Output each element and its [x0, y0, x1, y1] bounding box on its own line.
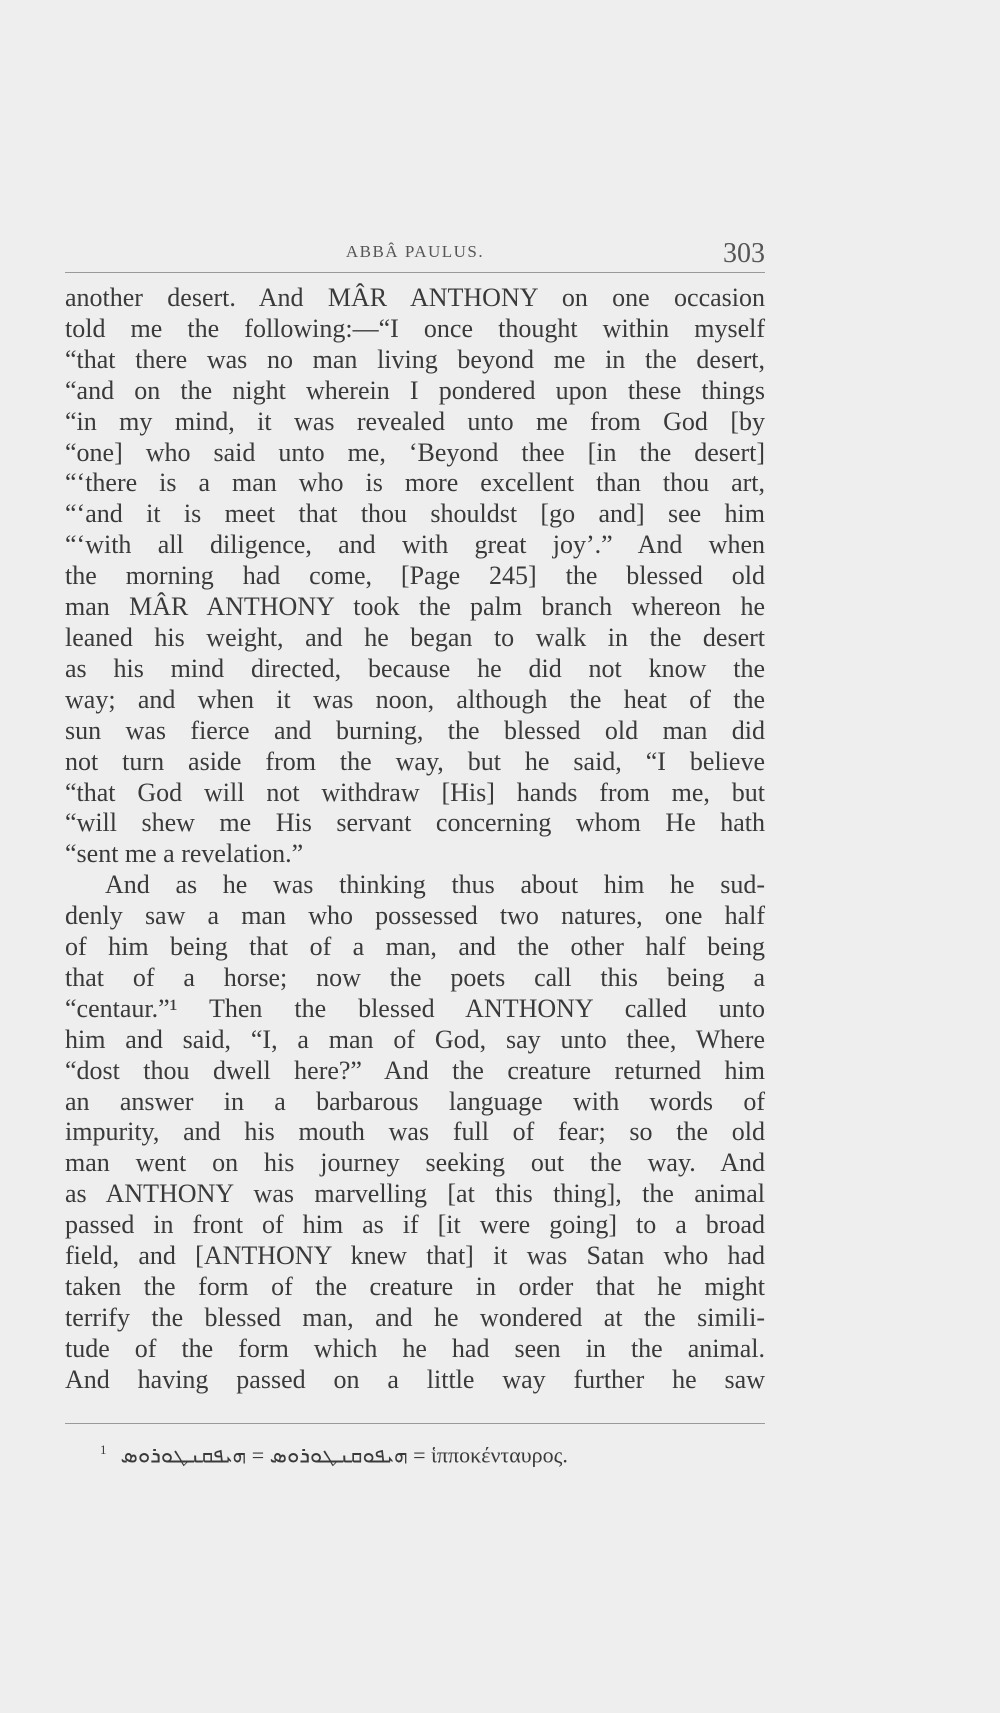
text-line: “dost thou dwell here?” And the creature returned him: [65, 1055, 765, 1085]
text-line: leaned his weight, and he began to walk in the desert: [65, 622, 765, 652]
text-line: as his mind directed, because he did not know the: [65, 653, 765, 683]
text-line: an answer in a barbarous language with words of: [65, 1086, 765, 1116]
text-line: that of a horse; now the poets call this being a: [65, 962, 765, 992]
header-rule: [65, 272, 765, 273]
footnote-marker: 1: [100, 1442, 107, 1457]
text-line: the morning had come, [Page 245] the blessed old: [65, 561, 765, 591]
text-line: And having passed on a little way further he saw: [65, 1364, 765, 1394]
text-line: “that there was no man living beyond me in the desert,: [65, 344, 765, 374]
running-head: [65, 238, 765, 272]
text-line: taken the form of the creature in order that he might: [65, 1272, 765, 1301]
text-line: “centaur.”¹ Then the blessed ANTHONY called unto: [65, 993, 765, 1023]
text-line: “in my mind, it was revealed unto me from God [by: [65, 406, 765, 436]
text-line: another desert. And MÂR ANTHONY on one occasion: [65, 283, 765, 312]
text-line: passed in front of him as if [it were going] to a broad: [65, 1210, 765, 1240]
text-line: impurity, and his mouth was full of fear; so the old: [65, 1117, 765, 1147]
text-line: not turn aside from the way, but he said, “I believe: [65, 746, 765, 776]
text-line: And as he was thinking thus about him he sud-: [105, 870, 765, 900]
text-line: him and said, “I, a man of God, say unto thee, Where: [65, 1024, 765, 1054]
footnote-rule: [65, 1423, 765, 1424]
text-line: sun was fierce and burning, the blessed old man did: [65, 715, 765, 745]
footnote-text: ܗܝܦܘܩܢܛܘܪܘܣ = ܗܝܦܩܢܛܘܪܘܣ = ἱπποκένταυρος.: [120, 1442, 568, 1468]
text-line: field, and [ANTHONY knew that] it was Satan who had: [65, 1241, 765, 1271]
text-line: as ANTHONY was marvelling [at this thing], the animal: [65, 1179, 765, 1209]
text-line: way; and when it was noon, although the heat of the: [65, 684, 765, 714]
text-line: terrify the blessed man, and he wondered at the simili-: [65, 1302, 765, 1332]
text-line: “that God will not withdraw [His] hands from me, but: [65, 777, 765, 807]
page-number: 303: [723, 238, 765, 269]
body-text: [65, 283, 765, 1396]
text-line: of him being that of a man, and the other half being: [65, 932, 765, 962]
running-title: ABBÂ PAULUS.: [345, 242, 485, 261]
text-line: “‘there is a man who is more excellent than thou art,: [65, 468, 765, 498]
footnote: [100, 1442, 760, 1468]
text-line: “‘with all diligence, and with great joy’.” And when: [65, 530, 765, 560]
text-line: “will shew me His servant concerning whom He hath: [65, 808, 765, 838]
text-line: told me the following:—“I once thought within myself: [65, 313, 765, 343]
text-line: man MÂR ANTHONY took the palm branch whereon he: [65, 592, 765, 622]
text-line: man went on his journey seeking out the way. And: [65, 1148, 765, 1178]
text-line: “one] who said unto me, ‘Beyond thee [in the desert]: [65, 437, 765, 467]
text-line: “‘and it is meet that thou shouldst [go and] see him: [65, 499, 765, 529]
text-line: “sent me a revelation.”: [65, 839, 304, 869]
text-line: tude of the form which he had seen in the animal.: [65, 1333, 765, 1363]
text-line: “and on the night wherein I pondered upon these things: [65, 375, 765, 405]
text-line: denly saw a man who possessed two natures, one half: [65, 901, 765, 931]
